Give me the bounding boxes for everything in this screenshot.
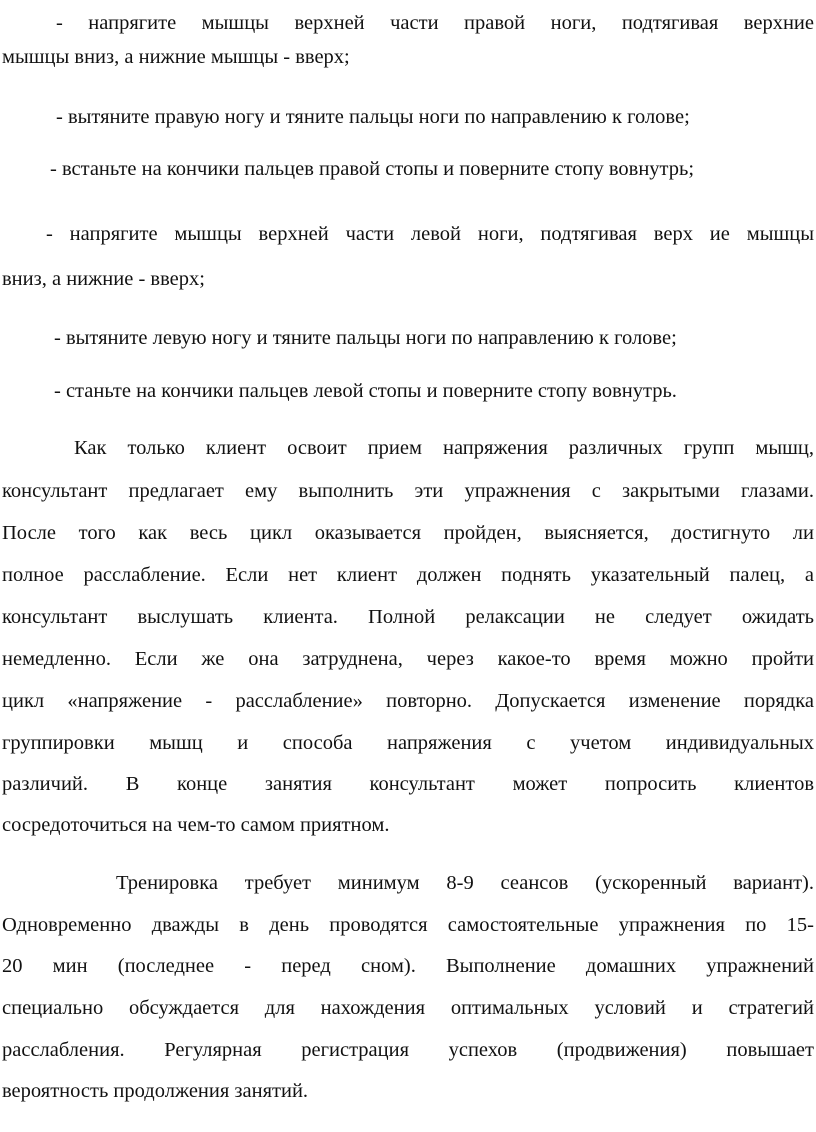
text-line-7: - вытяните левую ногу и тяните пальцы ноги по направлению к голове; (54, 327, 677, 349)
text-line-15: цикл «напряжение - расслабление» повторно. Допускается изменение порядка (2, 690, 814, 712)
text-line-14: немедленно. Если же она затруднена, через какое-то время можно пройти (2, 648, 814, 670)
text-line-4: - встаньте на кончики пальцев правой стопы и поверните стопу вовнутрь; (50, 158, 695, 180)
text-line-3: - вытяните правую ногу и тяните пальцы ноги по направлению к голове; (56, 106, 690, 128)
text-line-22: специально обсуждается для нахождения оптимальных условий и стратегий (2, 997, 814, 1019)
text-line-1: - напрягите мышцы верхней части правой ноги, подтягивая верхние (56, 12, 814, 34)
text-line-20: Одновременно дважды в день проводятся самостоятельные упражнения по 15- (2, 914, 814, 936)
text-line-24: вероятность продолжения занятий. (2, 1080, 309, 1102)
text-line-13: консультант выслушать клиента. Полной релаксации не следует ожидать (2, 606, 814, 628)
text-line-23: расслабления. Регулярная регистрация успехов (продвижения) повышает (2, 1039, 814, 1061)
text-line-10: консультант предлагает ему выполнить эти упражнения с закрытыми глазами. (2, 480, 814, 502)
text-line-19: Тренировка требует минимум 8-9 сеансов (ускоренный вариант). (116, 872, 814, 894)
text-line-8: - станьте на кончики пальцев левой стопы и поверните стопу вовнутрь. (54, 380, 677, 402)
text-line-9: Как только клиент освоит прием напряжения различных групп мышц, (74, 437, 814, 459)
text-line-12: полное расслабление. Если нет клиент должен поднять указательный палец, а (2, 564, 814, 586)
text-line-6: вниз, а нижние - вверх; (2, 268, 205, 290)
text-line-18: сосредоточиться на чем-то самом приятном. (2, 814, 390, 836)
text-line-2: мышцы вниз, а нижние мышцы - вверх; (2, 46, 350, 68)
text-line-5: - напрягите мышцы верхней части левой ноги, подтягивая верх ие мышцы (46, 223, 814, 245)
text-line-11: После того как весь цикл оказывается пройден, выясняется, достигнуто ли (2, 522, 814, 544)
text-line-17: различий. В конце занятия консультант может попросить клиентов (2, 773, 814, 795)
text-line-16: группировки мышц и способа напряжения с учетом индивидуальных (2, 732, 814, 754)
text-line-21: 20 мин (последнее - перед сном). Выполнение домашних упражнений (2, 955, 814, 977)
